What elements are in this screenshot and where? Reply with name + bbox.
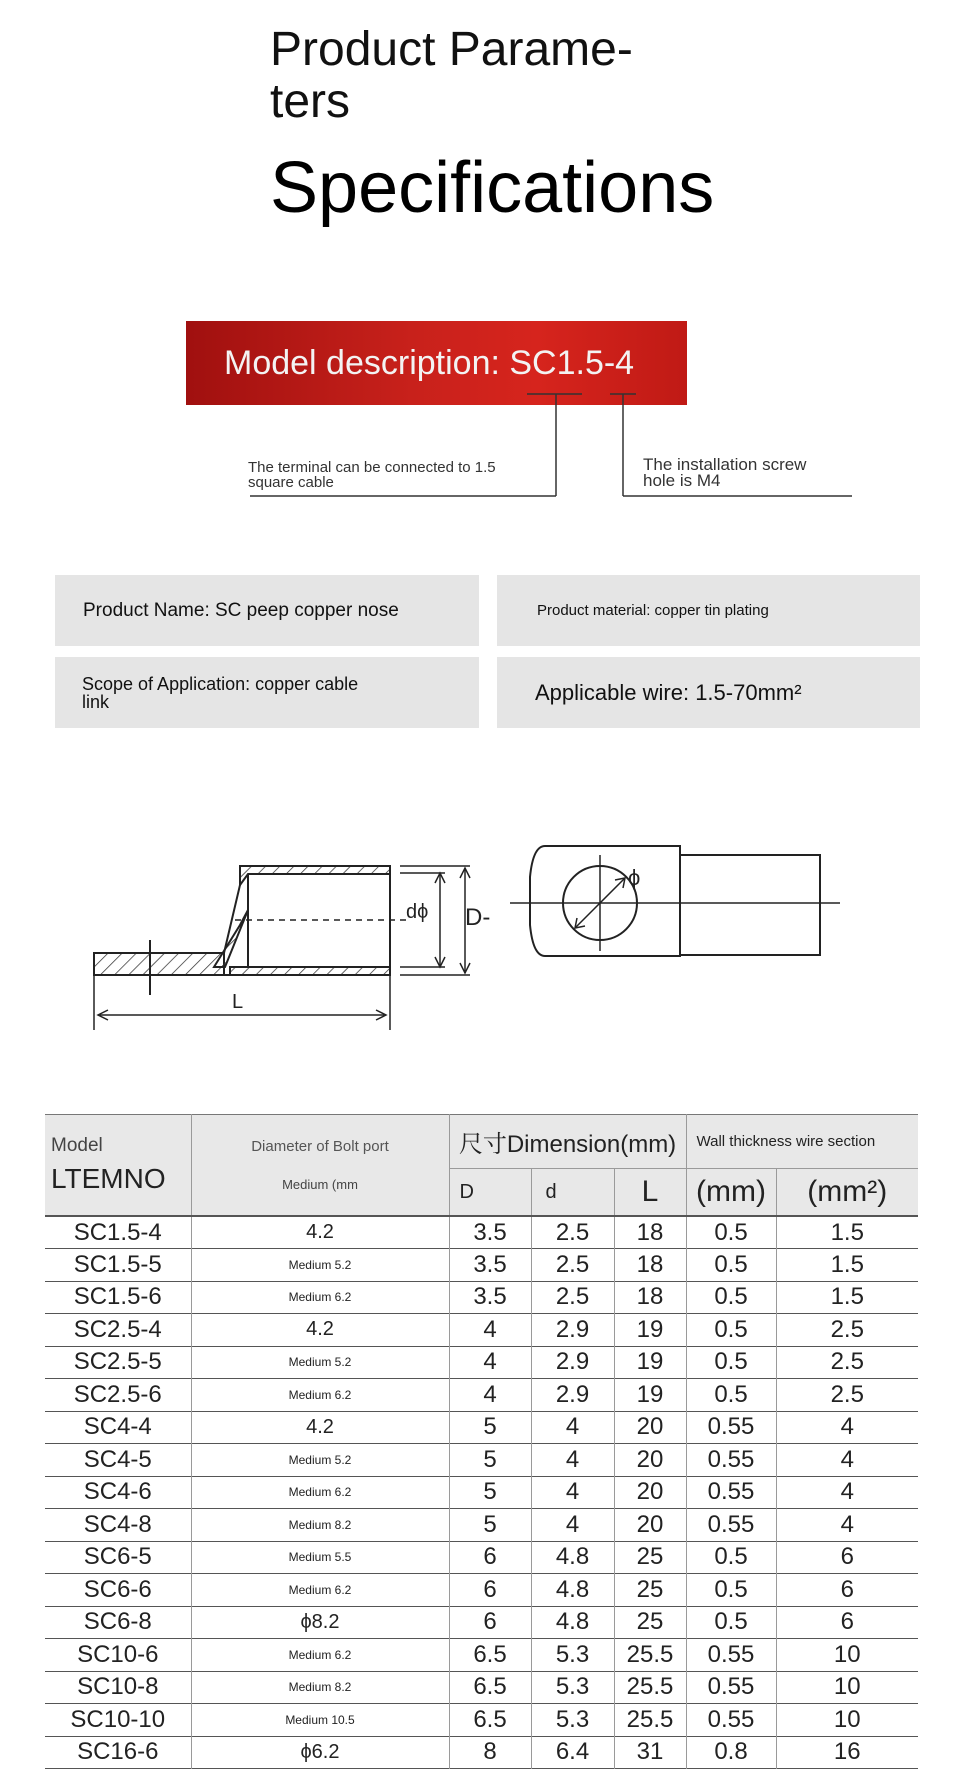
cell-bolt: Medium 8.2 xyxy=(191,1671,449,1704)
header-wall-section: Wall thickness wire section xyxy=(686,1115,918,1169)
header-col-D: D xyxy=(449,1169,531,1217)
cell-bolt: 4.2 xyxy=(191,1314,449,1347)
cell-section: 6 xyxy=(840,1608,854,1636)
cell-D: 3.5 xyxy=(449,1281,531,1314)
cell-L: 20 xyxy=(614,1411,686,1444)
cell-bolt: Medium 10.5 xyxy=(191,1704,449,1737)
cell-model: SC10-8 xyxy=(45,1671,191,1704)
cell-bolt: ϕ6.2 xyxy=(191,1736,449,1769)
cell-section: 10 xyxy=(833,1705,861,1733)
cell-section: 10 xyxy=(833,1640,861,1668)
cell-L: 18 xyxy=(614,1281,686,1314)
cell-section: 6 xyxy=(840,1543,854,1571)
cell-wall: 0.55 xyxy=(686,1411,776,1444)
cell-bolt: Medium 5.2 xyxy=(191,1346,449,1379)
callout-screw-hole: The installation screw hole is M4 xyxy=(643,455,807,490)
cell-wall: 0.8 xyxy=(686,1736,776,1769)
header-bolt xyxy=(191,1115,449,1217)
table-row xyxy=(45,1249,918,1282)
table-row xyxy=(45,1379,918,1412)
cell-L: 19 xyxy=(614,1379,686,1412)
table-row xyxy=(45,1704,918,1737)
cell-D: 4 xyxy=(449,1379,531,1412)
cell-D: 6.5 xyxy=(449,1639,531,1672)
cell-wall: 0.5 xyxy=(686,1379,776,1412)
cell-L: 25 xyxy=(614,1574,686,1607)
cell-section: 4 xyxy=(840,1413,854,1441)
cell-bolt: Medium 5.2 xyxy=(191,1444,449,1477)
cell-D: 4 xyxy=(449,1346,531,1379)
cell-section: 1.5 xyxy=(830,1218,864,1246)
cell-model: SC2.5-6 xyxy=(45,1379,191,1412)
cell-d: 4.8 xyxy=(531,1541,614,1574)
table-row xyxy=(45,1541,918,1574)
cell-section: 10 xyxy=(833,1673,861,1701)
label-length: L xyxy=(232,991,244,1013)
cell-d: 4 xyxy=(531,1444,614,1477)
cell-bolt: Medium 5.2 xyxy=(191,1249,449,1282)
cell-wall: 0.5 xyxy=(686,1606,776,1639)
cell-L: 31 xyxy=(614,1736,686,1769)
cell-d: 4 xyxy=(531,1411,614,1444)
cell-D: 5 xyxy=(449,1509,531,1542)
header-col-d: d xyxy=(531,1169,614,1217)
cell-section: 16 xyxy=(833,1738,861,1766)
cell-model: SC1.5-5 xyxy=(45,1249,191,1282)
cell-D: 8 xyxy=(449,1736,531,1769)
header-bolt-label: Diameter of Bolt port xyxy=(251,1138,389,1155)
label-phi: ϕ xyxy=(628,865,641,890)
table-row xyxy=(45,1411,918,1444)
cell-wall: 0.55 xyxy=(686,1509,776,1542)
cell-model: SC4-8 xyxy=(45,1509,191,1542)
cell-D: 3.5 xyxy=(449,1249,531,1282)
cell-wall: 0.55 xyxy=(686,1476,776,1509)
cell-wall: 0.5 xyxy=(686,1574,776,1607)
cell-model: SC6-6 xyxy=(45,1574,191,1607)
table-row xyxy=(45,1346,918,1379)
cell-L: 20 xyxy=(614,1476,686,1509)
header-bolt-unit: Medium (mm xyxy=(282,1177,358,1192)
label-big-d: D- xyxy=(465,904,491,931)
table-row xyxy=(45,1606,918,1639)
cell-model: SC6-8 xyxy=(45,1606,191,1639)
cell-d: 4.8 xyxy=(531,1606,614,1639)
cell-L: 19 xyxy=(614,1346,686,1379)
cell-model: SC4-6 xyxy=(45,1476,191,1509)
header-col-L: L xyxy=(614,1169,686,1217)
cell-d: 2.9 xyxy=(531,1314,614,1347)
cell-L: 20 xyxy=(614,1444,686,1477)
cell-model: SC2.5-4 xyxy=(45,1314,191,1347)
cell-section: 6 xyxy=(840,1575,854,1603)
cell-model: SC4-4 xyxy=(45,1411,191,1444)
table-row xyxy=(45,1509,918,1542)
cell-D: 3.5 xyxy=(449,1216,531,1249)
header-dimension: 尺寸Dimension(mm) xyxy=(449,1115,686,1169)
cell-d: 2.5 xyxy=(531,1216,614,1249)
cell-wall: 0.5 xyxy=(686,1249,776,1282)
cell-L: 20 xyxy=(614,1509,686,1542)
cell-model: SC6-5 xyxy=(45,1541,191,1574)
header-model-code: LTEMNO xyxy=(51,1163,166,1194)
cell-bolt: Medium 6.2 xyxy=(191,1281,449,1314)
header-section-unit: (mm²) xyxy=(776,1169,918,1217)
cell-wall: 0.55 xyxy=(686,1671,776,1704)
cell-bolt: 4.2 xyxy=(191,1411,449,1444)
cell-section: 1.5 xyxy=(830,1283,864,1311)
header-wall-unit: (mm) xyxy=(686,1169,776,1217)
cell-bolt: Medium 5.5 xyxy=(191,1541,449,1574)
cell-wall: 0.5 xyxy=(686,1541,776,1574)
cell-d: 2.9 xyxy=(531,1379,614,1412)
cell-bolt: 4.2 xyxy=(191,1216,449,1249)
cell-d: 4 xyxy=(531,1509,614,1542)
spec-table-body xyxy=(45,1216,918,1769)
cell-section: 4 xyxy=(840,1478,854,1506)
cell-d: 5.3 xyxy=(531,1704,614,1737)
cell-wall: 0.5 xyxy=(686,1346,776,1379)
cell-bolt: Medium 6.2 xyxy=(191,1574,449,1607)
cell-section: 2.5 xyxy=(830,1315,864,1343)
cell-bolt: ϕ8.2 xyxy=(191,1606,449,1639)
cell-model: SC4-5 xyxy=(45,1444,191,1477)
cell-D: 6.5 xyxy=(449,1704,531,1737)
cell-section: 4 xyxy=(840,1445,854,1473)
table-row xyxy=(45,1639,918,1672)
applicable-wire-box xyxy=(497,657,920,728)
cell-D: 6.5 xyxy=(449,1671,531,1704)
cell-d: 2.9 xyxy=(531,1346,614,1379)
cell-bolt: Medium 6.2 xyxy=(191,1476,449,1509)
cell-bolt: Medium 8.2 xyxy=(191,1509,449,1542)
cell-L: 18 xyxy=(614,1216,686,1249)
product-name-box xyxy=(55,575,479,646)
header-model xyxy=(45,1115,191,1217)
product-material-box xyxy=(497,575,920,646)
cell-D: 6 xyxy=(449,1606,531,1639)
callout-lines xyxy=(0,0,960,520)
table-row xyxy=(45,1671,918,1704)
scope-box xyxy=(55,657,479,728)
table-row xyxy=(45,1314,918,1347)
cell-L: 25.5 xyxy=(614,1704,686,1737)
product-material-text: Product material: copper tin plating xyxy=(537,602,769,619)
table-row xyxy=(45,1216,918,1249)
cell-wall: 0.55 xyxy=(686,1704,776,1737)
table-row xyxy=(45,1281,918,1314)
cell-d: 6.4 xyxy=(531,1736,614,1769)
cell-d: 2.5 xyxy=(531,1281,614,1314)
cell-wall: 0.55 xyxy=(686,1444,776,1477)
cell-L: 25 xyxy=(614,1541,686,1574)
cell-d: 4.8 xyxy=(531,1574,614,1607)
scope-text: Scope of Application: copper cable link xyxy=(82,673,359,712)
cell-section: 2.5 xyxy=(830,1348,864,1376)
cell-section: 2.5 xyxy=(830,1380,864,1408)
cell-wall: 0.55 xyxy=(686,1639,776,1672)
cell-model: SC10-10 xyxy=(45,1704,191,1737)
cell-D: 5 xyxy=(449,1444,531,1477)
cell-D: 4 xyxy=(449,1314,531,1347)
callout-cable-size: The terminal can be connected to 1.5 square cable xyxy=(248,459,496,491)
cell-model: SC10-6 xyxy=(45,1639,191,1672)
cell-L: 25 xyxy=(614,1606,686,1639)
side-view xyxy=(94,866,470,1030)
label-d-phi: dϕ xyxy=(406,901,429,923)
cell-L: 25.5 xyxy=(614,1671,686,1704)
cell-model: SC1.5-6 xyxy=(45,1281,191,1314)
table-row xyxy=(45,1444,918,1477)
cell-bolt: Medium 6.2 xyxy=(191,1379,449,1412)
model-description-banner: Model description: SC1.5-4 xyxy=(186,321,687,405)
cell-section: 4 xyxy=(840,1510,854,1538)
page-title: Product Parame- ters xyxy=(270,23,633,128)
cell-d: 5.3 xyxy=(531,1639,614,1672)
table-row xyxy=(45,1574,918,1607)
cell-D: 6 xyxy=(449,1541,531,1574)
cell-L: 25.5 xyxy=(614,1639,686,1672)
cell-model: SC2.5-5 xyxy=(45,1346,191,1379)
cell-wall: 0.5 xyxy=(686,1281,776,1314)
cell-D: 6 xyxy=(449,1574,531,1607)
cell-D: 5 xyxy=(449,1476,531,1509)
page-subtitle: Specifications xyxy=(270,148,715,228)
cell-L: 18 xyxy=(614,1249,686,1282)
product-name-text: Product Name: SC peep copper nose xyxy=(83,599,399,621)
header-model-label: Model xyxy=(51,1135,103,1156)
cell-d: 2.5 xyxy=(531,1249,614,1282)
cell-section: 1.5 xyxy=(830,1250,864,1278)
applicable-wire-text: Applicable wire: 1.5-70mm² xyxy=(535,679,802,705)
cell-model: SC1.5-4 xyxy=(45,1216,191,1249)
cell-wall: 0.5 xyxy=(686,1216,776,1249)
front-view xyxy=(510,846,840,956)
cell-bolt: Medium 6.2 xyxy=(191,1639,449,1672)
cell-wall: 0.5 xyxy=(686,1314,776,1347)
lug-technical-drawing xyxy=(80,825,880,1050)
cell-D: 5 xyxy=(449,1411,531,1444)
spec-table xyxy=(45,1114,918,1769)
cell-model: SC16-6 xyxy=(45,1736,191,1769)
table-row xyxy=(45,1476,918,1509)
cell-L: 19 xyxy=(614,1314,686,1347)
cell-d: 4 xyxy=(531,1476,614,1509)
cell-d: 5.3 xyxy=(531,1671,614,1704)
